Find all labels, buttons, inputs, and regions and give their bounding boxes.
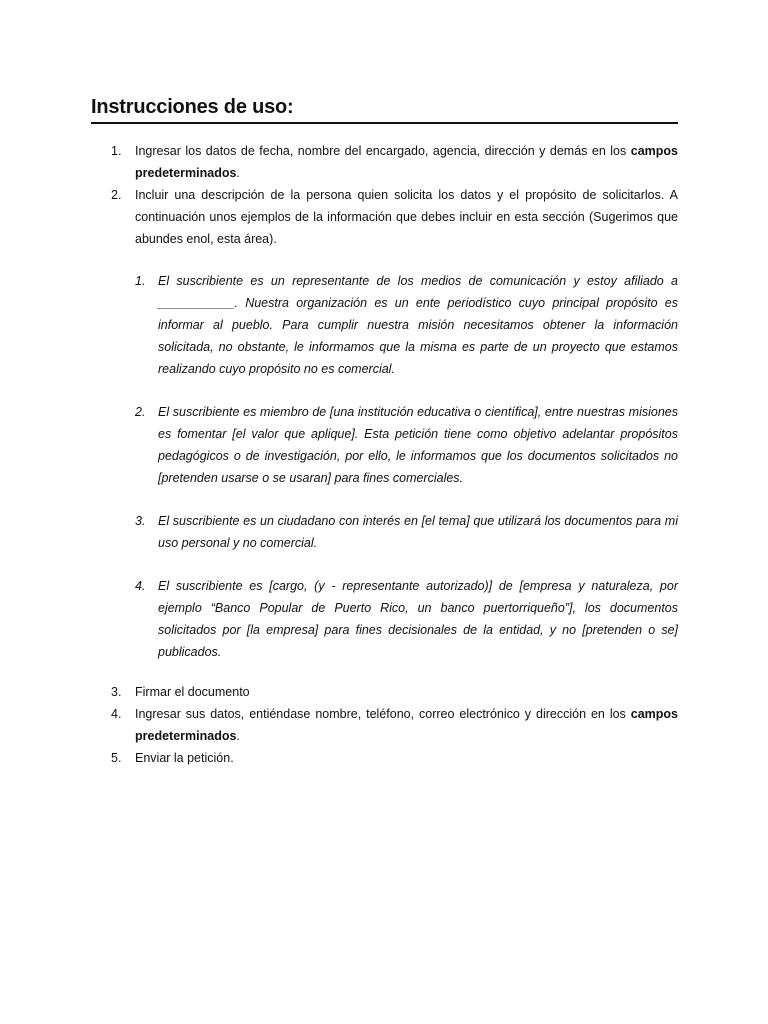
step-text: Enviar la petición. — [135, 751, 234, 765]
instruction-step — [91, 681, 678, 703]
example-number: 1. — [135, 274, 146, 288]
example-item — [135, 270, 678, 380]
step-bold-text: campos predeterminados — [135, 144, 678, 180]
example-number: 2. — [135, 405, 146, 419]
example-number: 4. — [135, 579, 146, 593]
example-item — [135, 401, 678, 489]
example-item — [135, 575, 678, 663]
instruction-step — [91, 703, 678, 747]
instruction-step — [91, 747, 678, 769]
step-number: 5. — [111, 751, 122, 765]
example-text: El suscribiente es un ciudadano con interés en [el tema] que utilizará los documentos para mi uso personal y no comercial. — [158, 514, 678, 550]
step-number: 4. — [111, 707, 122, 721]
example-text: El suscribiente es miembro de [una institución educativa o científica], entre nuestras misiones es fomentar [el valor que aplique]. Esta petición tiene como objetivo adelantar propósitos pedagógicos o de investigación, por ello, le informamos que los documentos solicitados no [pretenden usarse o se usaran] para fines comerciales. — [158, 405, 678, 485]
step-number: 3. — [111, 685, 122, 699]
example-list — [135, 270, 678, 663]
step-text: Incluir una descripción de la persona quien solicita los datos y el propósito de solicitarlos. A continuación unos ejemplos de la información que debes incluir en esta sección (Sugerimos que abundes enol, esta área). — [135, 188, 678, 246]
instruction-list — [91, 140, 678, 769]
step-text: Firmar el documento — [135, 685, 250, 699]
instruction-step — [91, 184, 678, 663]
example-item — [135, 510, 678, 554]
document-title: Instrucciones de uso: — [91, 92, 678, 124]
step-text: Ingresar los datos de fecha, nombre del encargado, agencia, dirección y demás en los — [135, 144, 631, 158]
instruction-step — [91, 140, 678, 184]
step-text: Ingresar sus datos, entiéndase nombre, teléfono, correo electrónico y dirección en los — [135, 707, 631, 721]
document-page — [91, 92, 678, 769]
example-text: El suscribiente es un representante de los medios de comunicación y estoy afiliado a ___________. Nuestra organización es un ente periodístico cuyo principal propósito es informar al pueblo. Para cumplir nuestra misión necesitamos obtener la información solicitada, no obstante, le informamos que la misma es parte de un proyecto que estamos realizando cuyo propósito no es comercial. — [158, 274, 678, 376]
step-bold-text: campos predeterminados — [135, 707, 678, 743]
example-number: 3. — [135, 514, 146, 528]
step-suffix: . — [236, 166, 240, 180]
example-text: El suscribiente es [cargo, (y - representante autorizado)] de [empresa y naturaleza, por ejemplo “Banco Popular de Puerto Rico, un banco puertorriqueño”], los documentos solicitados por [la empresa] para fines decisionales de la entidad, y no [pretenden o se] publicados. — [158, 579, 678, 659]
step-number: 2. — [111, 188, 122, 202]
step-number: 1. — [111, 144, 122, 158]
step-suffix: . — [236, 729, 240, 743]
